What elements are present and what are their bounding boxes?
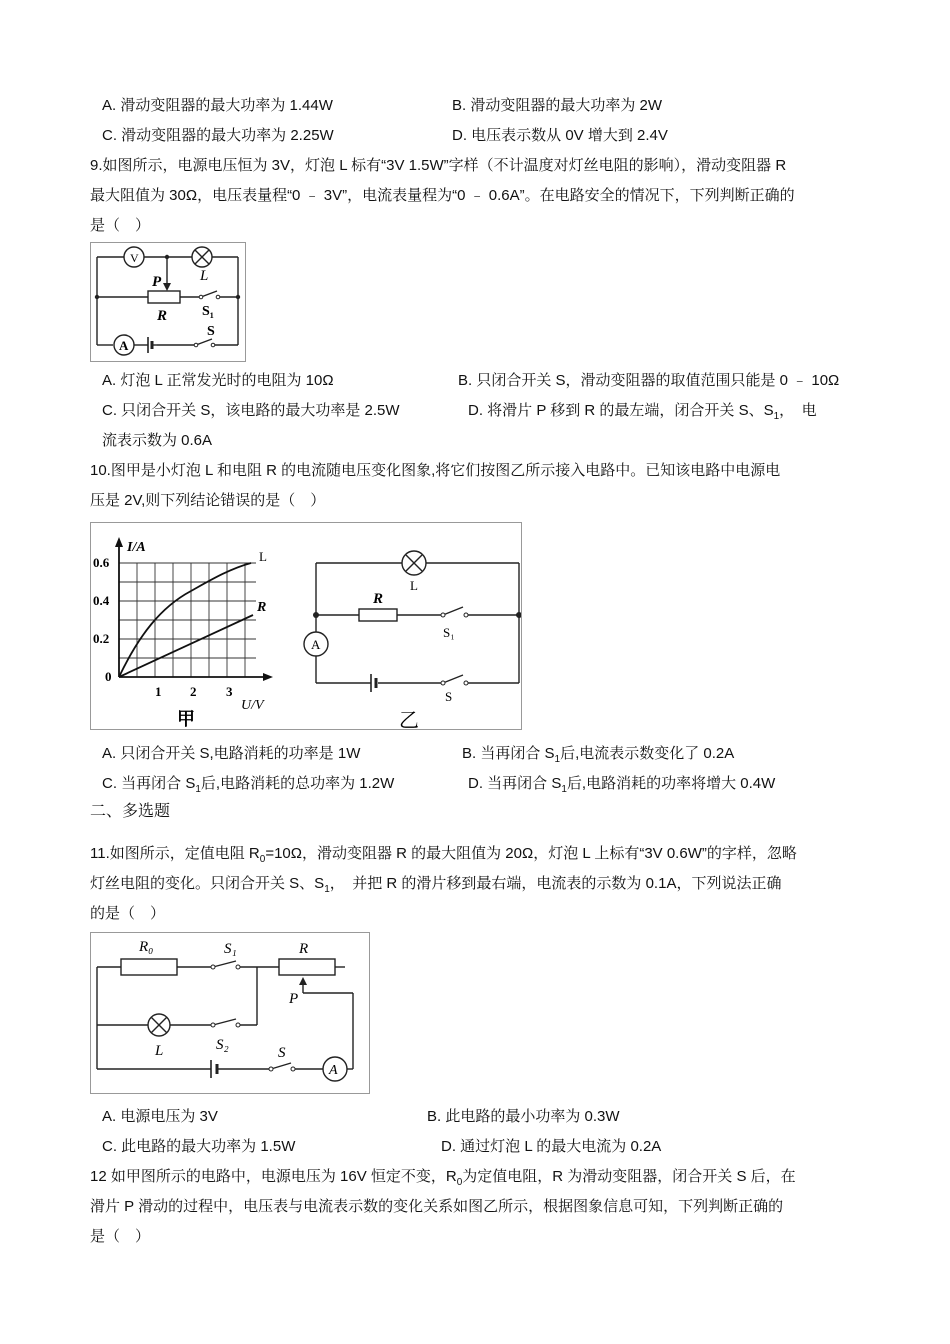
q10-graph-caption: 甲 [177, 709, 195, 729]
q11-stem-line1: 11.如图所示，定值电阻 $R_0=10\Omega$，滑动变阻器 R 的最大阻值为 20Ω，灯泡 L 上标有“3V 0.6W”的字样，忽略 [90, 845, 797, 865]
q9-ammeter-label: A [119, 338, 129, 353]
q10-graph-ytick: 0.6 [93, 555, 110, 570]
q8-option-d: D. 电压表示数从 0V 增大到 2.4V [452, 127, 668, 144]
q9-slider-label: P [152, 274, 162, 290]
q9-option-c: C. 只闭合开关 S，该电路的最大功率是 2.5W [102, 402, 400, 419]
q9-circuit-figure [90, 242, 246, 362]
q8-option-a: A. 滑动变阻器的最大功率为 1.44W [102, 97, 333, 114]
q9-switch-s-label: S [207, 324, 215, 339]
q10-resistor-label: R [373, 591, 384, 607]
q10-circuit-caption: 乙 [399, 710, 419, 729]
q9-option-d: D. 将滑片 P 移到 R 的最左端，闭合开关 S、$S_1$， 电 [468, 402, 817, 422]
q11-switch-s1-label: S₁ [224, 941, 237, 957]
q11-resistor-r0-label: R₀ [139, 939, 154, 955]
q11-stem-line2: 灯丝电阻的变化。只闭合开关 S、$S_1$， 并把 R 的滑片移到最右端，电流表的示数为 0.1A，下列说法正确 [90, 875, 782, 895]
q9-stem-line2: 最大阻值为 30Ω，电压表量程“0 ﹣ 3V”，电流表量程为“0 ﹣ 0.6A”。在电路安全的情况下，下列判断正确的 [90, 187, 795, 204]
q10-option-b: B. 当再闭合 $S_1$后,电流表示数变化了 0.2A [462, 745, 735, 765]
q10-graph-xtick: 2 [190, 684, 197, 699]
section-title-multiple-choice: 二、多选题 [90, 803, 171, 820]
q11-option-a: A. 电源电压为 3V [102, 1108, 218, 1125]
q10-lamp-label: L [410, 578, 418, 593]
q10-stem-line2: 压是 2V,则下列结论错误的是（ ） [90, 492, 326, 509]
q11-option-d: D. 通过灯泡 L 的最大电流为 0.2A [441, 1138, 662, 1155]
q12-stem-line1: 12 如甲图所示的电路中，电源电压为 16V 恒定不变，$R_0$为定值电阻，R 为滑动变阻器，闭合开关 S 后，在 [90, 1168, 796, 1188]
q10-stem-line1: 10.图甲是小灯泡 L 和电阻 R 的电流随电压变化图象,将它们按图乙所示接入电路中。已知该电路中电源电 [90, 462, 781, 479]
q11-rheostat-label: R [299, 941, 309, 957]
q10-curve-l-label: L [259, 549, 267, 564]
q11-slider-label: P [289, 991, 299, 1007]
q11-circuit-figure [90, 932, 370, 1094]
q9-option-a: A. 灯泡 L 正常发光时的电阻为 10Ω [102, 372, 334, 389]
q9-stem-line3: 是（ ） [90, 217, 151, 234]
q12-stem-line3: 是（ ） [90, 1228, 151, 1245]
q11-ammeter-label: A [329, 1063, 338, 1078]
q11-stem-line3: 的是（ ） [90, 905, 166, 922]
q10-switch-s-label: S [445, 689, 453, 704]
q10-graph-xtick: 3 [226, 684, 233, 699]
q10-graph-xlabel: U/V [241, 698, 264, 713]
q10-figure [90, 522, 522, 730]
q10-graph-xtick: 1 [155, 684, 162, 699]
q12-stem-line2: 滑片 P 滑动的过程中，电压表与电流表示数的变化关系如图乙所示，根据图象信息可知，下列判断正确的 [90, 1198, 784, 1215]
q10-switch-s1-label: S₁ [443, 625, 455, 640]
q11-option-b: B. 此电路的最小功率为 0.3W [427, 1108, 620, 1125]
q11-switch-s-label: S [278, 1045, 286, 1061]
q11-option-c: C. 此电路的最大功率为 1.5W [102, 1138, 296, 1155]
q8-option-b: B. 滑动变阻器的最大功率为 2W [452, 97, 663, 114]
q9-switch-s1-label: S₁ [202, 304, 214, 319]
q9-lamp-label: L [200, 268, 209, 284]
q10-ammeter-label: A [311, 637, 321, 652]
q9-voltmeter-label: V [130, 251, 139, 265]
q8-option-c: C. 滑动变阻器的最大功率为 2.25W [102, 127, 334, 144]
q10-graph-ytick: 0.2 [93, 631, 110, 646]
q11-switch-s2-label: S₂ [216, 1037, 229, 1053]
q10-graph-ytick: 0.4 [93, 593, 110, 608]
q11-lamp-label: L [155, 1043, 164, 1059]
q10-graph-ytick: 0 [105, 669, 112, 684]
q9-option-b: B. 只闭合开关 S，滑动变阻器的取值范围只能是 0 ﹣ 10Ω [458, 372, 840, 389]
q10-option-a: A. 只闭合开关 S,电路消耗的功率是 1W [102, 745, 361, 762]
q9-resistor-label: R [157, 308, 168, 324]
q9-option-d-continued: 流表示数为 0.6A [102, 432, 213, 449]
q10-option-d: D. 当再闭合 $S_1$后,电路消耗的功率将增大 0.4W [468, 775, 776, 795]
q9-stem-line1: 9.如图所示，电源电压恒为 3V，灯泡 L 标有“3V 1.5W”字样（不计温度对灯丝电阻的影响），滑动变阻器 R [90, 157, 787, 174]
q10-curve-r-label: R [257, 600, 267, 615]
q10-graph-ylabel: I/A [127, 540, 146, 555]
q10-option-c: C. 当再闭合 $S_1$后,电路消耗的总功率为 1.2W [102, 775, 395, 795]
